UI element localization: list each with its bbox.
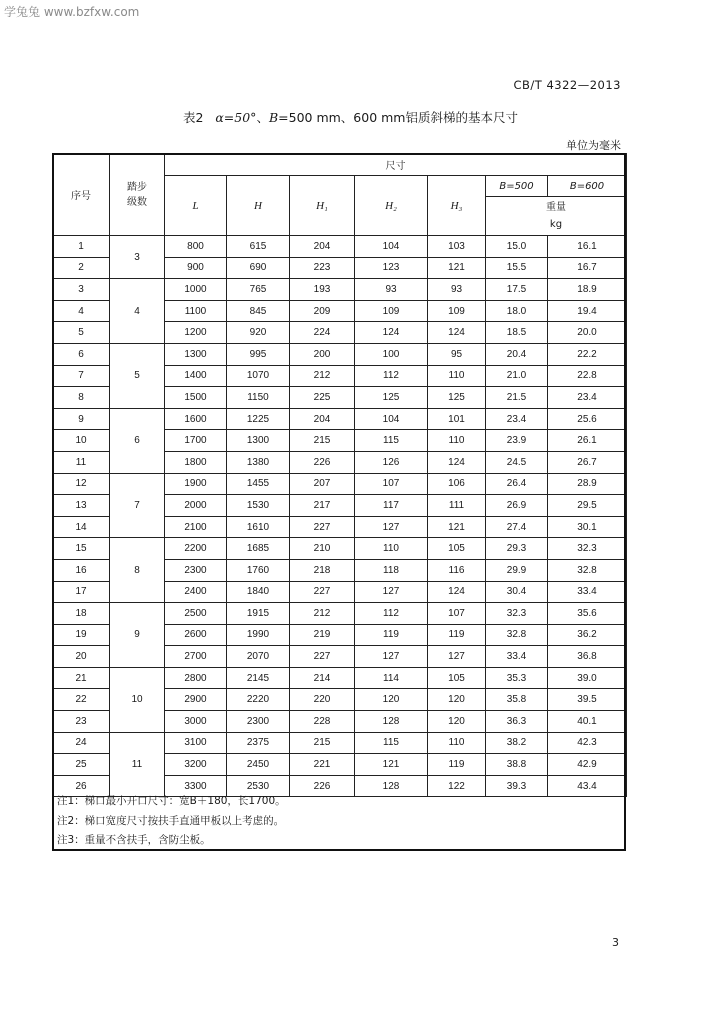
cell-h2: 117 bbox=[355, 495, 428, 517]
cell-h3: 105 bbox=[428, 538, 486, 560]
cell-l: 2000 bbox=[165, 495, 227, 517]
cell-w500: 29.3 bbox=[486, 538, 548, 560]
header-seq: 序号 bbox=[53, 154, 110, 236]
page-number: 3 bbox=[612, 936, 619, 949]
cell-h1: 204 bbox=[290, 408, 355, 430]
cell-w500: 21.0 bbox=[486, 365, 548, 387]
cell-h1: 226 bbox=[290, 775, 355, 797]
cell-l: 2300 bbox=[165, 559, 227, 581]
cell-w600: 32.8 bbox=[548, 559, 627, 581]
cell-w500: 20.4 bbox=[486, 343, 548, 365]
cell-w600: 16.7 bbox=[548, 257, 627, 279]
header-b500: B=500 bbox=[486, 176, 548, 197]
cell-h1: 193 bbox=[290, 279, 355, 301]
cell-h: 1225 bbox=[227, 408, 290, 430]
cell-h3: 122 bbox=[428, 775, 486, 797]
cell-seq: 16 bbox=[53, 559, 110, 581]
cell-w500: 26.9 bbox=[486, 495, 548, 517]
cell-h1: 212 bbox=[290, 365, 355, 387]
cell-l: 2500 bbox=[165, 603, 227, 625]
cell-h3: 110 bbox=[428, 430, 486, 452]
cell-h2: 121 bbox=[355, 754, 428, 776]
cell-h2: 107 bbox=[355, 473, 428, 495]
cell-h1: 204 bbox=[290, 236, 355, 258]
cell-h: 995 bbox=[227, 343, 290, 365]
cell-h2: 123 bbox=[355, 257, 428, 279]
cell-w500: 18.5 bbox=[486, 322, 548, 344]
cell-w500: 38.8 bbox=[486, 754, 548, 776]
cell-w600: 42.3 bbox=[548, 732, 627, 754]
cell-w600: 25.6 bbox=[548, 408, 627, 430]
cell-seq: 9 bbox=[53, 408, 110, 430]
table-notes bbox=[52, 792, 626, 851]
cell-h2: 104 bbox=[355, 408, 428, 430]
cell-l: 900 bbox=[165, 257, 227, 279]
header-dimension: 尺寸 bbox=[165, 154, 627, 176]
cell-h1: 227 bbox=[290, 646, 355, 668]
cell-h2: 93 bbox=[355, 279, 428, 301]
cell-seq: 21 bbox=[53, 667, 110, 689]
cell-w600: 22.2 bbox=[548, 343, 627, 365]
cell-l: 1900 bbox=[165, 473, 227, 495]
cell-h3: 105 bbox=[428, 667, 486, 689]
cell-seq: 24 bbox=[53, 732, 110, 754]
standard-code: CB/T 4322—2013 bbox=[513, 78, 621, 92]
cell-seq: 18 bbox=[53, 603, 110, 625]
cell-seq: 19 bbox=[53, 624, 110, 646]
cell-seq: 1 bbox=[53, 236, 110, 258]
cell-h3: 101 bbox=[428, 408, 486, 430]
table-body bbox=[53, 236, 627, 797]
watermark-text: 学兔兔 www.bzfxw.com bbox=[4, 5, 140, 19]
header-H1: H₁ bbox=[290, 176, 355, 236]
table-row bbox=[53, 279, 627, 301]
cell-h1: 224 bbox=[290, 322, 355, 344]
cell-h: 690 bbox=[227, 257, 290, 279]
cell-seq: 8 bbox=[53, 387, 110, 409]
cell-h2: 128 bbox=[355, 711, 428, 733]
cell-l: 1700 bbox=[165, 430, 227, 452]
cell-h2: 127 bbox=[355, 581, 428, 603]
header-weight-label: 重量 bbox=[546, 202, 566, 213]
cell-steps: 5 bbox=[110, 343, 165, 408]
cell-h2: 109 bbox=[355, 300, 428, 322]
cell-w600: 28.9 bbox=[548, 473, 627, 495]
cell-w600: 36.8 bbox=[548, 646, 627, 668]
cell-w600: 35.6 bbox=[548, 603, 627, 625]
cell-h2: 127 bbox=[355, 646, 428, 668]
table-caption bbox=[0, 108, 701, 126]
cell-l: 2400 bbox=[165, 581, 227, 603]
table-row bbox=[53, 667, 627, 689]
cell-h3: 124 bbox=[428, 581, 486, 603]
cell-h: 1760 bbox=[227, 559, 290, 581]
header-weight bbox=[486, 197, 627, 236]
cell-h3: 103 bbox=[428, 236, 486, 258]
cell-h: 2145 bbox=[227, 667, 290, 689]
cell-h2: 124 bbox=[355, 322, 428, 344]
cell-seq: 17 bbox=[53, 581, 110, 603]
cell-seq: 15 bbox=[53, 538, 110, 560]
cell-steps: 10 bbox=[110, 667, 165, 732]
cell-h1: 227 bbox=[290, 581, 355, 603]
cell-h1: 210 bbox=[290, 538, 355, 560]
cell-steps: 9 bbox=[110, 603, 165, 668]
cell-h: 920 bbox=[227, 322, 290, 344]
cell-h1: 219 bbox=[290, 624, 355, 646]
cell-w600: 29.5 bbox=[548, 495, 627, 517]
caption-separator: 、 bbox=[256, 110, 269, 125]
caption-b-values: =500 mm、600 mm bbox=[278, 110, 406, 125]
cell-w500: 38.2 bbox=[486, 732, 548, 754]
cell-seq: 25 bbox=[53, 754, 110, 776]
cell-seq: 23 bbox=[53, 711, 110, 733]
cell-l: 2200 bbox=[165, 538, 227, 560]
cell-h: 2220 bbox=[227, 689, 290, 711]
cell-h1: 218 bbox=[290, 559, 355, 581]
cell-h2: 120 bbox=[355, 689, 428, 711]
cell-h: 2070 bbox=[227, 646, 290, 668]
cell-w600: 39.5 bbox=[548, 689, 627, 711]
cell-w500: 23.4 bbox=[486, 408, 548, 430]
cell-h1: 207 bbox=[290, 473, 355, 495]
header-H: H bbox=[227, 176, 290, 236]
cell-l: 1600 bbox=[165, 408, 227, 430]
cell-w500: 30.4 bbox=[486, 581, 548, 603]
caption-prefix: 表2 bbox=[182, 110, 204, 125]
cell-h: 1455 bbox=[227, 473, 290, 495]
cell-h: 1610 bbox=[227, 516, 290, 538]
cell-w500: 35.8 bbox=[486, 689, 548, 711]
cell-seq: 2 bbox=[53, 257, 110, 279]
cell-h3: 127 bbox=[428, 646, 486, 668]
cell-h: 1150 bbox=[227, 387, 290, 409]
dimension-table bbox=[52, 153, 627, 797]
cell-l: 2800 bbox=[165, 667, 227, 689]
cell-h2: 115 bbox=[355, 430, 428, 452]
cell-w500: 15.0 bbox=[486, 236, 548, 258]
cell-w500: 26.4 bbox=[486, 473, 548, 495]
table-row bbox=[53, 732, 627, 754]
cell-h2: 104 bbox=[355, 236, 428, 258]
cell-h1: 215 bbox=[290, 732, 355, 754]
table-row bbox=[53, 603, 627, 625]
cell-h: 1300 bbox=[227, 430, 290, 452]
cell-w600: 40.1 bbox=[548, 711, 627, 733]
cell-h3: 111 bbox=[428, 495, 486, 517]
cell-h3: 120 bbox=[428, 711, 486, 733]
cell-l: 1000 bbox=[165, 279, 227, 301]
cell-h: 1530 bbox=[227, 495, 290, 517]
cell-w500: 32.3 bbox=[486, 603, 548, 625]
cell-l: 3300 bbox=[165, 775, 227, 797]
table-row bbox=[53, 473, 627, 495]
cell-h: 1380 bbox=[227, 451, 290, 473]
cell-h2: 126 bbox=[355, 451, 428, 473]
cell-h3: 106 bbox=[428, 473, 486, 495]
cell-l: 800 bbox=[165, 236, 227, 258]
cell-steps: 8 bbox=[110, 538, 165, 603]
cell-l: 1500 bbox=[165, 387, 227, 409]
cell-l: 1200 bbox=[165, 322, 227, 344]
cell-h: 1685 bbox=[227, 538, 290, 560]
cell-l: 3200 bbox=[165, 754, 227, 776]
cell-l: 1800 bbox=[165, 451, 227, 473]
header-L: L bbox=[165, 176, 227, 236]
cell-h1: 220 bbox=[290, 689, 355, 711]
cell-w600: 26.7 bbox=[548, 451, 627, 473]
cell-h3: 119 bbox=[428, 624, 486, 646]
cell-steps: 6 bbox=[110, 408, 165, 473]
cell-w600: 30.1 bbox=[548, 516, 627, 538]
cell-h3: 121 bbox=[428, 516, 486, 538]
cell-h1: 225 bbox=[290, 387, 355, 409]
caption-b-variable: B bbox=[268, 110, 279, 125]
cell-h2: 128 bbox=[355, 775, 428, 797]
cell-w600: 33.4 bbox=[548, 581, 627, 603]
cell-h2: 110 bbox=[355, 538, 428, 560]
cell-w500: 36.3 bbox=[486, 711, 548, 733]
table-row bbox=[53, 538, 627, 560]
cell-w500: 27.4 bbox=[486, 516, 548, 538]
cell-seq: 22 bbox=[53, 689, 110, 711]
cell-h: 1915 bbox=[227, 603, 290, 625]
cell-w600: 26.1 bbox=[548, 430, 627, 452]
cell-w600: 23.4 bbox=[548, 387, 627, 409]
cell-w600: 18.9 bbox=[548, 279, 627, 301]
cell-h1: 228 bbox=[290, 711, 355, 733]
cell-h2: 125 bbox=[355, 387, 428, 409]
cell-seq: 3 bbox=[53, 279, 110, 301]
cell-h3: 121 bbox=[428, 257, 486, 279]
cell-w600: 42.9 bbox=[548, 754, 627, 776]
cell-w600: 19.4 bbox=[548, 300, 627, 322]
cell-seq: 26 bbox=[53, 775, 110, 797]
cell-h: 1070 bbox=[227, 365, 290, 387]
cell-w600: 32.3 bbox=[548, 538, 627, 560]
cell-l: 2600 bbox=[165, 624, 227, 646]
header-weight-unit: kg bbox=[549, 219, 563, 230]
cell-steps: 7 bbox=[110, 473, 165, 538]
cell-h3: 125 bbox=[428, 387, 486, 409]
cell-h1: 226 bbox=[290, 451, 355, 473]
header-H2: H₂ bbox=[355, 176, 428, 236]
table-row bbox=[53, 408, 627, 430]
cell-h3: 110 bbox=[428, 365, 486, 387]
note-2: 注2：梯口宽度尺寸按扶手直通甲板以上考虑的。 bbox=[57, 814, 285, 827]
cell-l: 2700 bbox=[165, 646, 227, 668]
cell-steps: 3 bbox=[110, 236, 165, 279]
cell-l: 1100 bbox=[165, 300, 227, 322]
cell-w500: 17.5 bbox=[486, 279, 548, 301]
cell-h: 845 bbox=[227, 300, 290, 322]
cell-h2: 112 bbox=[355, 365, 428, 387]
cell-h2: 114 bbox=[355, 667, 428, 689]
unit-label: 单位为毫米 bbox=[566, 139, 621, 152]
cell-w600: 39.0 bbox=[548, 667, 627, 689]
cell-steps: 4 bbox=[110, 279, 165, 344]
caption-alpha: α=50° bbox=[215, 110, 257, 125]
cell-h: 2300 bbox=[227, 711, 290, 733]
cell-w500: 32.8 bbox=[486, 624, 548, 646]
cell-h: 765 bbox=[227, 279, 290, 301]
cell-h1: 212 bbox=[290, 603, 355, 625]
cell-w500: 23.9 bbox=[486, 430, 548, 452]
cell-h: 1990 bbox=[227, 624, 290, 646]
cell-h: 615 bbox=[227, 236, 290, 258]
cell-h3: 124 bbox=[428, 322, 486, 344]
cell-h: 1840 bbox=[227, 581, 290, 603]
cell-seq: 5 bbox=[53, 322, 110, 344]
cell-seq: 12 bbox=[53, 473, 110, 495]
cell-w500: 39.3 bbox=[486, 775, 548, 797]
cell-h2: 127 bbox=[355, 516, 428, 538]
cell-l: 1300 bbox=[165, 343, 227, 365]
cell-w600: 43.4 bbox=[548, 775, 627, 797]
cell-l: 3000 bbox=[165, 711, 227, 733]
cell-seq: 10 bbox=[53, 430, 110, 452]
cell-h1: 223 bbox=[290, 257, 355, 279]
cell-w500: 18.0 bbox=[486, 300, 548, 322]
cell-w500: 24.5 bbox=[486, 451, 548, 473]
cell-h1: 214 bbox=[290, 667, 355, 689]
cell-seq: 14 bbox=[53, 516, 110, 538]
cell-h1: 217 bbox=[290, 495, 355, 517]
cell-h3: 119 bbox=[428, 754, 486, 776]
note-3: 注3：重量不含扶手，含防尘板。 bbox=[57, 834, 211, 846]
cell-seq: 20 bbox=[53, 646, 110, 668]
cell-h: 2450 bbox=[227, 754, 290, 776]
cell-h3: 95 bbox=[428, 343, 486, 365]
cell-h3: 116 bbox=[428, 559, 486, 581]
cell-h3: 124 bbox=[428, 451, 486, 473]
header-b600: B=600 bbox=[548, 176, 627, 197]
cell-h1: 227 bbox=[290, 516, 355, 538]
cell-w600: 36.2 bbox=[548, 624, 627, 646]
cell-seq: 6 bbox=[53, 343, 110, 365]
cell-h3: 107 bbox=[428, 603, 486, 625]
cell-seq: 11 bbox=[53, 451, 110, 473]
cell-h1: 200 bbox=[290, 343, 355, 365]
header-steps bbox=[110, 154, 165, 236]
cell-h: 2530 bbox=[227, 775, 290, 797]
cell-l: 3100 bbox=[165, 732, 227, 754]
cell-seq: 7 bbox=[53, 365, 110, 387]
cell-h3: 109 bbox=[428, 300, 486, 322]
cell-w500: 21.5 bbox=[486, 387, 548, 409]
header-H3: H₃ bbox=[428, 176, 486, 236]
cell-seq: 4 bbox=[53, 300, 110, 322]
cell-l: 2900 bbox=[165, 689, 227, 711]
cell-w600: 22.8 bbox=[548, 365, 627, 387]
cell-h2: 119 bbox=[355, 624, 428, 646]
cell-h1: 215 bbox=[290, 430, 355, 452]
cell-h2: 112 bbox=[355, 603, 428, 625]
cell-steps: 11 bbox=[110, 732, 165, 797]
table-row bbox=[53, 236, 627, 258]
cell-h2: 115 bbox=[355, 732, 428, 754]
cell-seq: 13 bbox=[53, 495, 110, 517]
cell-h3: 120 bbox=[428, 689, 486, 711]
table-row bbox=[53, 343, 627, 365]
cell-w600: 16.1 bbox=[548, 236, 627, 258]
cell-h1: 221 bbox=[290, 754, 355, 776]
cell-h2: 118 bbox=[355, 559, 428, 581]
cell-h2: 100 bbox=[355, 343, 428, 365]
cell-h1: 209 bbox=[290, 300, 355, 322]
cell-w500: 33.4 bbox=[486, 646, 548, 668]
cell-w500: 15.5 bbox=[486, 257, 548, 279]
cell-h3: 93 bbox=[428, 279, 486, 301]
caption-title: 铝质斜梯的基本尺寸 bbox=[405, 110, 519, 125]
cell-h3: 110 bbox=[428, 732, 486, 754]
cell-w500: 29.9 bbox=[486, 559, 548, 581]
cell-w500: 35.3 bbox=[486, 667, 548, 689]
cell-w600: 20.0 bbox=[548, 322, 627, 344]
cell-l: 1400 bbox=[165, 365, 227, 387]
header-steps-label: 踏步级数 bbox=[127, 181, 147, 208]
note-1: 注1：梯口最小开口尺寸：宽B＋180，长1700。 bbox=[57, 795, 286, 807]
cell-h: 2375 bbox=[227, 732, 290, 754]
cell-l: 2100 bbox=[165, 516, 227, 538]
